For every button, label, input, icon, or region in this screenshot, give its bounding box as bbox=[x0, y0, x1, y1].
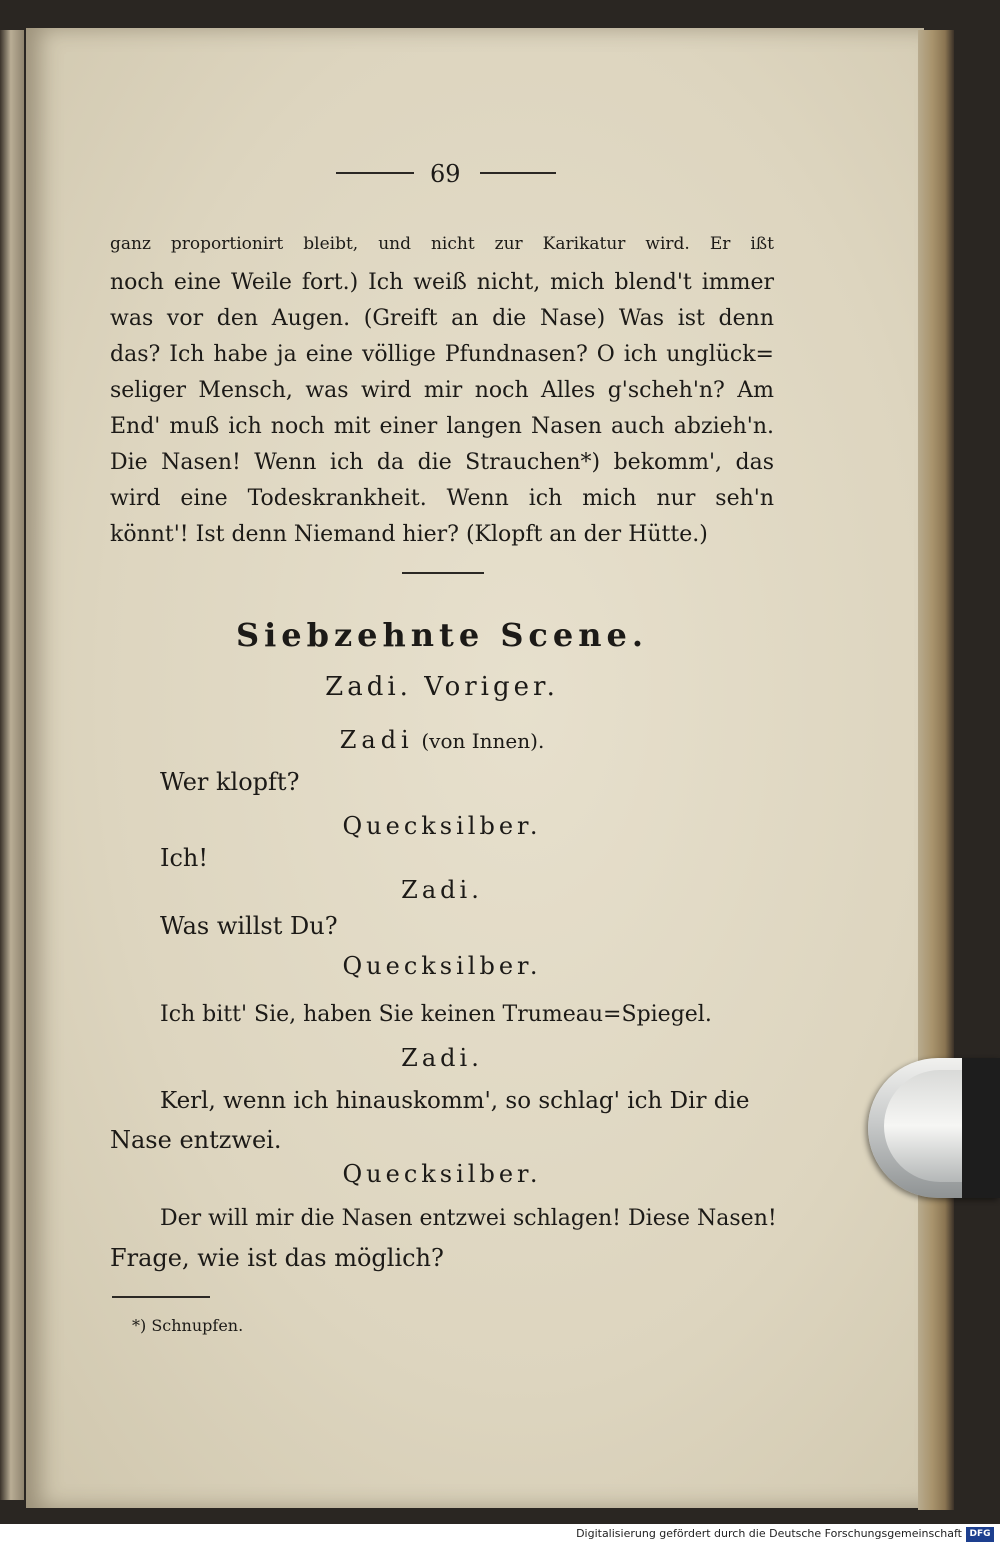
scene-heading: Siebzehnte Scene. bbox=[235, 616, 649, 654]
dialogue-line-5b: Nase entzwei. bbox=[110, 1126, 282, 1154]
section-divider bbox=[402, 572, 484, 574]
body-line-4: das? Ich habe ja eine völlige Pfundnasen? O ich unglück= bbox=[110, 342, 774, 367]
footer-credit: Digitalisierung gefördert durch die Deutsche Forschungsgemeinschaft bbox=[576, 1527, 962, 1540]
speaker-name: Zadi bbox=[339, 726, 414, 754]
speaker-zadi-intro bbox=[110, 726, 774, 754]
body-line-9: könnt'! Ist denn Niemand hier? (Klopft an der Hütte.) bbox=[110, 522, 708, 547]
dialogue-line-6a: Der will mir die Nasen entzwei schlagen! Diese Nasen! bbox=[160, 1206, 777, 1231]
footnote-rule bbox=[112, 1296, 210, 1298]
speaker-quecksilber-2: Quecksilber. bbox=[342, 952, 542, 980]
dialogue-line-3: Was willst Du? bbox=[160, 912, 338, 940]
dialogue-line-2: Ich! bbox=[160, 844, 209, 872]
speaker-quecksilber-1: Quecksilber. bbox=[342, 812, 542, 840]
dfg-logo: DFG bbox=[966, 1527, 994, 1542]
dialogue-line-5a: Kerl, wenn ich hinauskomm', so schlag' ich Dir die bbox=[160, 1088, 750, 1114]
footer-bar bbox=[0, 1524, 1000, 1546]
dialogue-line-4: Ich bitt' Sie, haben Sie keinen Trumeau=Spiegel. bbox=[160, 1002, 712, 1027]
page-number-rule-left bbox=[336, 172, 414, 174]
body-line-8: wird eine Todeskrankheit. Wenn ich mich nur seh'n bbox=[110, 486, 774, 511]
stage-direction: (von Innen). bbox=[421, 729, 545, 753]
page-number: 69 bbox=[430, 160, 461, 188]
page-clip-shadow bbox=[962, 1058, 1000, 1198]
body-line-5: seliger Mensch, was wird mir noch Alles g'scheh'n? Am bbox=[110, 378, 774, 403]
scene-cast: Zadi. Voriger. bbox=[325, 672, 559, 702]
body-line-1: ganz proportionirt bleibt, und nicht zur Karikatur wird. Er ißt bbox=[110, 234, 774, 254]
footnote: *) Schnupfen. bbox=[132, 1316, 244, 1335]
body-line-6: End' muß ich noch mit einer langen Nasen auch abzieh'n. bbox=[110, 414, 774, 439]
body-line-7: Die Nasen! Wenn ich da die Strauchen*) bekomm', das bbox=[110, 450, 774, 475]
body-line-3: was vor den Augen. (Greift an die Nase) Was ist denn bbox=[110, 306, 774, 331]
speaker-zadi-3: Zadi. bbox=[401, 1044, 483, 1072]
dialogue-line-1: Wer klopft? bbox=[160, 768, 300, 796]
page-number-rule-right bbox=[480, 172, 556, 174]
left-page-edge bbox=[0, 30, 24, 1500]
body-line-2: noch eine Weile fort.) Ich weiß nicht, mich blend't immer bbox=[110, 270, 774, 295]
right-page-edge bbox=[918, 30, 954, 1510]
speaker-quecksilber-3: Quecksilber. bbox=[342, 1160, 542, 1188]
dialogue-line-6b: Frage, wie ist das möglich? bbox=[110, 1244, 444, 1272]
speaker-zadi-2: Zadi. bbox=[401, 876, 483, 904]
